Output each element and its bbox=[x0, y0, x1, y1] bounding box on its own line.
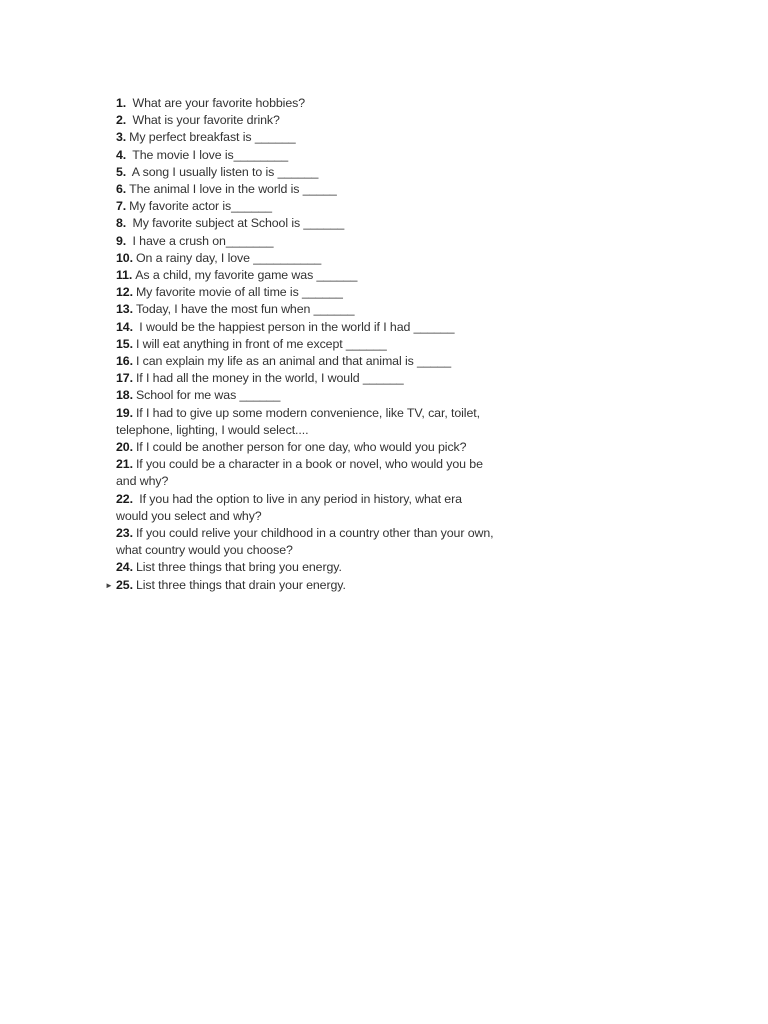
question-item-15: 15. I will eat anything in front of me except ______ bbox=[116, 336, 387, 351]
question-item-3: 3. My perfect breakfast is ______ bbox=[116, 130, 296, 145]
question-item-8: 8. My favorite subject at School is ______ bbox=[116, 216, 345, 231]
question-item-6: 6. The animal I love in the world is _____ bbox=[116, 182, 337, 197]
question-item-22: 22. If you had the option to live in any period in history, what era would you select and why? bbox=[116, 491, 462, 523]
question-item-19: 19. If I had to give up some modern convenience, like TV, car, toilet, telephone, lighting, I would select.... bbox=[116, 405, 480, 437]
question-item-2: 2. What is your favorite drink? bbox=[116, 113, 280, 128]
arrow-marker-icon: ► bbox=[105, 580, 113, 590]
question-item-11: 11. As a child, my favorite game was ______ bbox=[116, 268, 358, 283]
question-item-13: 13. Today, I have the most fun when ______ bbox=[116, 302, 355, 317]
question-item-21: 21. If you could be a character in a book or novel, who would you be and why? bbox=[116, 457, 483, 489]
question-item-14: 14. I would be the happiest person in the world if I had ______ bbox=[116, 319, 455, 334]
question-item-24: 24. List three things that bring you energy. bbox=[116, 560, 342, 575]
question-item-16: 16. I can explain my life as an animal and that animal is _____ bbox=[116, 354, 452, 369]
question-list bbox=[105, 95, 496, 594]
question-item-9: 9. I have a crush on_______ bbox=[116, 233, 274, 248]
question-item-7: 7. My favorite actor is______ bbox=[116, 199, 272, 214]
question-item-5: 5. A song I usually listen to is ______ bbox=[116, 164, 319, 179]
question-item-23: 23. If you could relive your childhood in a country other than your own, what country would you choose? bbox=[116, 526, 494, 558]
question-item-1: 1. What are your favorite hobbies? bbox=[116, 96, 306, 110]
question-item-10: 10. On a rainy day, I love __________ bbox=[116, 250, 322, 265]
question-item-17: 17. If I had all the money in the world, I would ______ bbox=[116, 371, 404, 386]
question-item-12: 12. My favorite movie of all time is ______ bbox=[116, 285, 343, 300]
question-item-20: 20. If I could be another person for one day, who would you pick? bbox=[116, 440, 467, 455]
question-item-4: 4. The movie I love is________ bbox=[116, 147, 288, 162]
question-item-18: 18. School for me was ______ bbox=[116, 388, 281, 403]
question-item-25: ► 25. List three things that drain your energy. bbox=[116, 577, 496, 594]
